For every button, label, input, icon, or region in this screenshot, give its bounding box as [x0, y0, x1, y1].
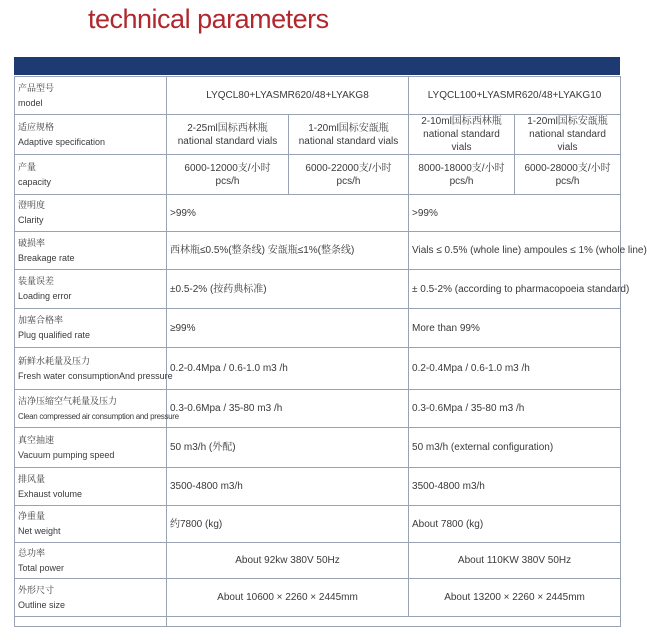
table-row-vacuum	[15, 428, 621, 468]
label-en: Plug qualified rate	[18, 330, 91, 340]
table-row-capacity	[15, 155, 621, 195]
air-b: 0.3-0.6Mpa / 35-80 m3 /h	[409, 390, 621, 428]
row-label	[15, 390, 179, 428]
page-title: technical parameters	[88, 4, 329, 34]
net-a: 约7800 (kg)	[167, 506, 409, 543]
label-cn: 外形尺寸	[18, 584, 55, 595]
table-row-loading	[15, 270, 621, 309]
outline-a: About 10600 × 2260 × 2445mm	[167, 579, 409, 617]
model-b: LYQCL100+LYASMR620/48+LYAKG10	[409, 77, 621, 115]
clarity-a: >99%	[167, 195, 409, 232]
power-b: About 110KW 380V 50Hz	[409, 543, 621, 579]
label-cn: 新鲜水耗量及压力	[18, 355, 91, 366]
plug-a: ≥99%	[167, 309, 409, 348]
label-cn: 总功率	[18, 547, 46, 558]
exhaust-a: 3500-4800 m3/h	[167, 468, 409, 506]
label-cn: 加塞合格率	[18, 315, 64, 325]
row-label	[15, 232, 167, 270]
label-cn: 破损率	[18, 237, 46, 248]
parameters-table	[14, 76, 647, 627]
table-row-air	[15, 390, 621, 428]
water-a: 0.2-0.4Mpa / 0.6-1.0 m3 /h	[167, 348, 409, 390]
row-label	[15, 309, 167, 348]
net-b: About 7800 (kg)	[409, 506, 621, 543]
label-cn: 净重量	[18, 511, 46, 521]
label-en: model	[18, 97, 43, 108]
label-cn: 产量	[18, 161, 37, 172]
label-en: Outline size	[18, 599, 66, 610]
label-en: Loading error	[18, 291, 72, 301]
row-label	[15, 506, 167, 543]
label-en: Vacuum pumping speed	[18, 449, 115, 460]
breakage-a: 西林瓶≤0.5%(整条线) 安瓿瓶≤1%(整条线)	[167, 232, 409, 270]
label-en: Fresh water consumptionAnd pressure	[18, 370, 173, 381]
label-en: Exhaust volume	[18, 488, 83, 499]
label-cn: 真空抽速	[18, 434, 55, 445]
table-row-clarity	[15, 195, 621, 232]
vacuum-a: 50 m3/h (外配)	[167, 428, 409, 468]
row-label	[15, 428, 167, 468]
row-label	[15, 155, 167, 195]
spec-a2: 1-20ml国标安瓿瓶 national standard vials	[289, 115, 409, 155]
loading-b: ± 0.5-2% (according to pharmacopoeia standard)	[409, 270, 621, 309]
label-en: Clean compressed air consumption and pressure	[18, 411, 179, 421]
air-a: 0.3-0.6Mpa / 35-80 m3 /h	[167, 390, 409, 428]
label-en: capacity	[18, 176, 52, 187]
label-en: Total power	[18, 562, 65, 573]
spec-b2: 1-20ml国标安瓿瓶 national standard vials	[515, 115, 621, 155]
table-row-power	[15, 543, 621, 579]
breakage-b: Vials ≤ 0.5% (whole line) ampoules ≤ 1% (whole line)	[409, 232, 621, 270]
row-label	[15, 270, 167, 309]
table-row-plug	[15, 309, 621, 348]
loading-a: ±0.5-2% (按药典标准)	[167, 270, 409, 309]
label-cn: 装量误差	[18, 276, 55, 286]
row-label	[15, 468, 167, 506]
table-row-breakage	[15, 232, 621, 270]
table-row-exhaust	[15, 468, 621, 506]
label-cn: 澄明度	[18, 200, 46, 210]
label-cn: 排风量	[18, 473, 46, 484]
table-row-blank	[15, 617, 621, 627]
row-label	[15, 77, 167, 115]
label-en: Adaptive specification	[18, 136, 106, 147]
table-row-spec	[15, 115, 621, 155]
blank-cell	[15, 617, 167, 627]
table-row-model	[15, 77, 621, 115]
power-a: About 92kw 380V 50Hz	[167, 543, 409, 579]
spec-b1: 2-10ml国标西林瓶 national standard vials	[409, 115, 515, 155]
blank-cell	[167, 617, 621, 627]
capacity-a1: 6000-12000支/小时 pcs/h	[167, 155, 289, 195]
label-cn: 适应规格	[18, 121, 55, 132]
capacity-b1: 8000-18000支/小时 pcs/h	[409, 155, 515, 195]
row-label	[15, 115, 167, 155]
row-label	[15, 195, 167, 232]
row-label	[15, 579, 167, 617]
clarity-b: >99%	[409, 195, 621, 232]
water-b: 0.2-0.4Mpa / 0.6-1.0 m3 /h	[409, 348, 621, 390]
header-bar	[14, 57, 620, 75]
capacity-a2: 6000-22000支/小时 pcs/h	[289, 155, 409, 195]
capacity-b2: 6000-28000支/小时 pcs/h	[515, 155, 621, 195]
model-a: LYQCL80+LYASMR620/48+LYAKG8	[167, 77, 409, 115]
label-cn: 产品型号	[18, 82, 55, 93]
label-en: Net weight	[18, 526, 61, 536]
spec-a1: 2-25ml国标西林瓶 national standard vials	[167, 115, 289, 155]
label-cn: 洁净压缩空气耗量及压力	[18, 395, 118, 406]
row-label	[15, 348, 173, 390]
plug-b: More than 99%	[409, 309, 621, 348]
table-row-water	[15, 348, 621, 390]
row-label	[15, 543, 167, 579]
table-row-outline	[15, 579, 621, 617]
outline-b: About 13200 × 2260 × 2445mm	[409, 579, 621, 617]
vacuum-b: 50 m3/h (external configuration)	[409, 428, 621, 468]
table-row-net-weight	[15, 506, 621, 543]
label-en: Breakage rate	[18, 252, 75, 263]
label-en: Clarity	[18, 215, 44, 225]
exhaust-b: 3500-4800 m3/h	[409, 468, 621, 506]
